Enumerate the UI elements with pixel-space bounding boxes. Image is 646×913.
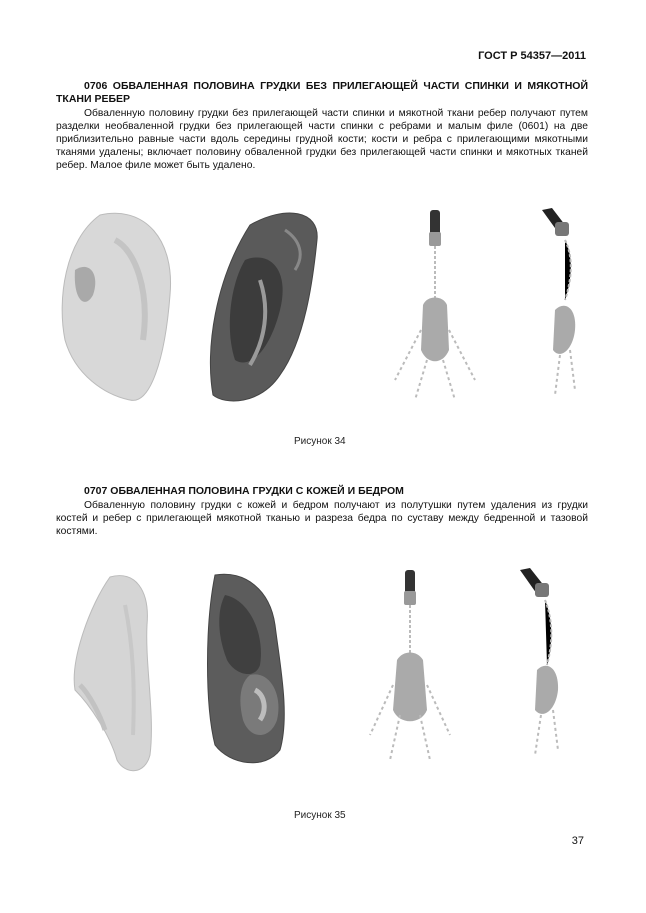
breast-thigh-skin-side-photo xyxy=(74,576,151,771)
figure-35-caption: Рисунок 35 xyxy=(294,810,346,821)
carcass-diagram-front xyxy=(370,570,450,760)
section-0707-body: Обваленную половину грудки с кожей и бедром получают из полутушки путем удаления из грудки костей и ребер с прилегающей мякотной тканью и разреза бедра по суставу между бедренной и тазовой костями. xyxy=(56,500,588,537)
figure-34-caption: Рисунок 34 xyxy=(294,436,346,447)
section-0706-title: 0706 ОБВАЛЕННАЯ ПОЛОВИНА ГРУДКИ БЕЗ ПРИЛЕГАЮЩЕЙ ЧАСТИ СПИНКИ И МЯКОТНОЙ ТКАНИ РЕБЕР xyxy=(56,80,588,105)
carcass-diagram-front xyxy=(395,210,475,400)
section-0706-body: Обваленную половину грудки без прилегающей части спинки и мякотной ткани ребер получают путем разделки необваленной грудки без прилегающей части спинки с ребрами и малым филе (0601) на две приблизительно равные части вдоль середины грудной кости; кости и ребра с прилегающими мякотными тканями удалены; включает половину обваленной грудки без прилегающей части спинки и мякотных тканей ребер. Малое филе может быть удалено. xyxy=(56,108,588,171)
breast-meat-side-photo xyxy=(210,213,317,401)
carcass-diagram-side xyxy=(520,568,558,755)
figure-35 xyxy=(55,565,595,780)
breast-skin-side-photo xyxy=(62,213,170,400)
page-number: 37 xyxy=(571,835,584,847)
figure-34 xyxy=(55,200,595,420)
carcass-diagram-side xyxy=(542,208,575,395)
breast-thigh-meat-side-photo xyxy=(208,574,285,762)
section-0707-title: 0707 ОБВАЛЕННАЯ ПОЛОВИНА ГРУДКИ С КОЖЕЙ И БЕДРОМ xyxy=(84,485,404,497)
standard-header: ГОСТ Р 54357—2011 xyxy=(478,50,586,62)
